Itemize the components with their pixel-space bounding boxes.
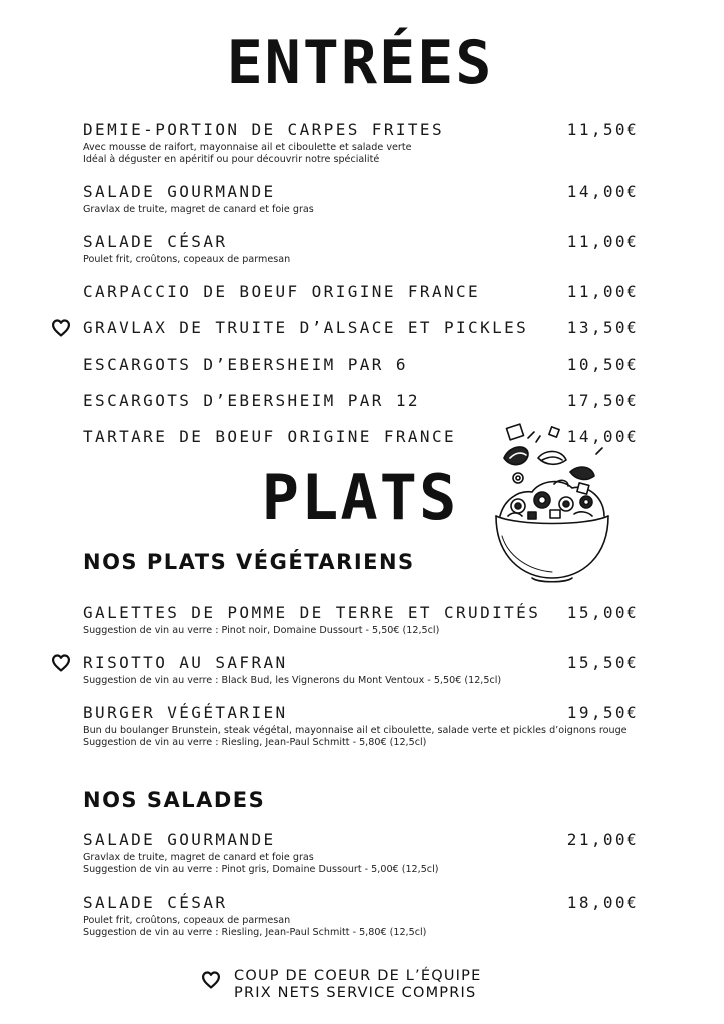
item-price: 15,50€ bbox=[566, 653, 639, 672]
item-description bbox=[83, 675, 639, 687]
item-name: DEMIE-PORTION DE CARPES FRITES bbox=[83, 120, 444, 139]
salad-bowl-icon bbox=[488, 418, 616, 590]
item-price: 15,00€ bbox=[566, 603, 639, 622]
item-description-line: Idéal à déguster en apéritif ou pour découvrir notre spécialité bbox=[83, 154, 380, 166]
item-description bbox=[83, 852, 639, 877]
menu-item bbox=[83, 830, 639, 877]
item-price: 21,00€ bbox=[566, 830, 639, 849]
item-description-line: Poulet frit, croûtons, copeaux de parmesan bbox=[83, 254, 291, 265]
item-description bbox=[83, 254, 639, 266]
item-description-line: Gravlax de truite, magret de canard et foie gras bbox=[83, 852, 314, 863]
item-description bbox=[83, 204, 639, 216]
heart-icon bbox=[51, 318, 71, 338]
menu-item bbox=[83, 120, 639, 167]
item-price: 10,50€ bbox=[566, 355, 639, 374]
item-name: SALADE GOURMANDE bbox=[83, 182, 276, 201]
item-description-line: Suggestion de vin au verre : Riesling, Jean-Paul Schmitt - 5,80€ (12,5cl) bbox=[83, 737, 427, 749]
heart-icon bbox=[51, 653, 71, 673]
item-description bbox=[83, 625, 639, 637]
menu-item bbox=[83, 893, 639, 940]
menu-item bbox=[83, 603, 639, 637]
vegetarian-heading: NOS PLATS VÉGÉTARIENS bbox=[83, 550, 415, 574]
menu-item bbox=[83, 282, 639, 301]
item-price: 14,00€ bbox=[566, 182, 639, 201]
item-description-line: Poulet frit, croûtons, copeaux de parmesan bbox=[83, 915, 291, 926]
menu-item bbox=[83, 182, 639, 216]
item-name: ESCARGOTS D’EBERSHEIM PAR 6 bbox=[83, 355, 408, 374]
item-price: 11,00€ bbox=[566, 232, 639, 251]
item-description bbox=[83, 915, 639, 940]
item-description-line: Gravlax de truite, magret de canard et foie gras bbox=[83, 204, 314, 215]
item-price: 11,50€ bbox=[566, 120, 639, 139]
plats-title: PLATS bbox=[261, 461, 459, 534]
item-description-line: Suggestion de vin au verre : Riesling, Jean-Paul Schmitt - 5,80€ (12,5cl) bbox=[83, 927, 427, 939]
item-price: 18,00€ bbox=[566, 893, 639, 912]
item-description-line: Bun du boulanger Brunstein, steak végétal, mayonnaise ail et ciboulette, salade verte et pickles d’oignons rouge bbox=[83, 725, 627, 736]
item-description-line: Avec mousse de raifort, mayonnaise ail et ciboulette et salade verte bbox=[83, 142, 412, 153]
menu-item bbox=[83, 391, 639, 410]
item-price: 14,00€ bbox=[566, 427, 639, 446]
menu-item bbox=[83, 355, 639, 374]
footer-legend: COUP DE COEUR DE L’ÉQUIPE bbox=[234, 968, 482, 984]
item-name: SALADE GOURMANDE bbox=[83, 830, 276, 849]
item-price: 11,00€ bbox=[566, 282, 639, 301]
item-price: 13,50€ bbox=[566, 318, 639, 337]
menu-item bbox=[83, 703, 639, 750]
item-name: RISOTTO AU SAFRAN bbox=[83, 653, 288, 672]
footer bbox=[198, 968, 528, 1002]
item-name: CARPACCIO DE BOEUF ORIGINE FRANCE bbox=[83, 282, 481, 301]
item-description bbox=[83, 142, 639, 167]
item-description-line: Suggestion de vin au verre : Pinot noir, Domaine Dussourt - 5,50€ (12,5cl) bbox=[83, 625, 440, 636]
menu-item bbox=[83, 232, 639, 266]
footer-price-note: PRIX NETS SERVICE COMPRIS bbox=[234, 985, 477, 1001]
item-name: GRAVLAX DE TRUITE D’ALSACE ET PICKLES bbox=[83, 318, 529, 337]
salades-heading: NOS SALADES bbox=[83, 788, 266, 812]
item-price: 19,50€ bbox=[566, 703, 639, 722]
item-price: 17,50€ bbox=[566, 391, 639, 410]
heart-icon bbox=[201, 970, 221, 990]
item-name: TARTARE DE BOEUF ORIGINE FRANCE bbox=[83, 427, 457, 446]
item-description bbox=[83, 725, 639, 750]
entrees-title: ENTRÉES bbox=[226, 28, 494, 98]
item-name: BURGER VÉGÉTARIEN bbox=[83, 703, 288, 722]
item-description-line: Suggestion de vin au verre : Black Bud, les Vignerons du Mont Ventoux - 5,50€ (12,5cl) bbox=[83, 675, 502, 686]
item-name: GALETTES DE POMME DE TERRE ET CRUDITÉS bbox=[83, 603, 541, 622]
menu-item bbox=[83, 318, 639, 337]
menu-item bbox=[83, 653, 639, 687]
item-name: SALADE CÉSAR bbox=[83, 232, 228, 251]
item-description-line: Suggestion de vin au verre : Pinot gris, Domaine Dussourt - 5,00€ (12,5cl) bbox=[83, 864, 439, 876]
item-name: SALADE CÉSAR bbox=[83, 893, 228, 912]
item-name: ESCARGOTS D’EBERSHEIM PAR 12 bbox=[83, 391, 420, 410]
